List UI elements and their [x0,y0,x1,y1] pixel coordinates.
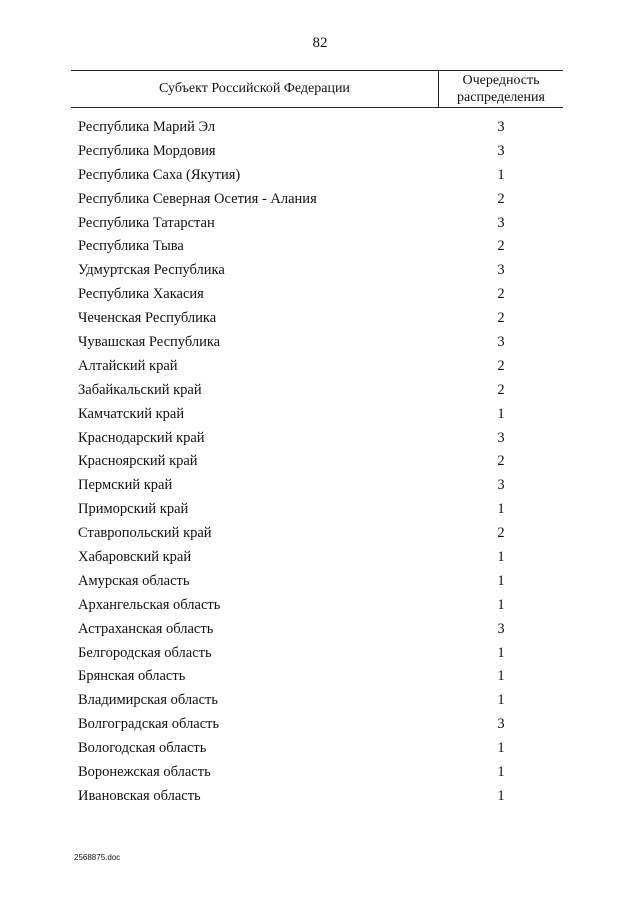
distribution-order: 1 [497,764,505,781]
subject-name: Камчатский край [78,405,185,422]
subject-name: Алтайский край [78,357,178,374]
subject-name: Белгородская область [78,644,212,661]
table-body [0,117,640,810]
subject-name: Республика Мордовия [78,142,216,159]
subject-name: Архангельская область [78,596,221,613]
table-row [0,236,640,260]
column-header-order-line2: распределения [457,90,545,105]
subject-name: Республика Хакасия [78,286,204,303]
subject-name: Брянская область [78,668,186,685]
distribution-order: 2 [497,286,505,303]
subject-name: Республика Саха (Якутия) [78,166,241,183]
page-number: 82 [312,35,328,51]
subject-name: Приморский край [78,501,189,518]
table-row [0,547,640,571]
table-row [0,475,640,499]
distribution-order: 1 [497,572,505,589]
table-row [0,141,640,165]
distribution-order: 2 [497,357,505,374]
distribution-order: 1 [497,692,505,709]
table-row [0,332,640,356]
subject-name: Владимирская область [78,692,218,709]
table-row [0,643,640,667]
table-row [0,451,640,475]
column-header-subject: Субъект Российской Федерации [159,81,350,96]
distribution-order: 1 [497,549,505,566]
subject-name: Краснодарский край [78,429,205,446]
subject-name: Республика Марий Эл [78,119,216,135]
distribution-order: 3 [497,620,505,637]
subject-name: Республика Татарстан [78,214,215,231]
table-row [0,356,640,380]
table-header [71,70,563,108]
distribution-order: 1 [497,166,505,183]
distribution-order: 3 [497,334,505,351]
table-row [0,690,640,714]
distribution-order: 3 [497,214,505,231]
distribution-order: 1 [497,740,505,757]
table-row [0,738,640,762]
subject-name: Хабаровский край [78,549,192,566]
table-row [0,499,640,523]
column-header-order-line1: Очередность [462,73,540,88]
subject-name: Ставропольский край [78,525,212,542]
table-row [0,404,640,428]
table-row [0,666,640,690]
document-filename: 2568875.doc [74,853,121,862]
distribution-order: 3 [497,262,505,279]
distribution-order: 1 [497,787,505,804]
subject-name: Республика Северная Осетия - Алания [78,190,317,207]
distribution-order: 2 [497,238,505,255]
subject-name: Красноярский край [78,453,198,470]
table-row [0,165,640,189]
subject-name: Чувашская Республика [78,334,221,351]
table-row [0,213,640,237]
subject-name: Пермский край [78,477,173,494]
distribution-order: 2 [497,453,505,470]
distribution-order: 2 [497,310,505,327]
subject-name: Астраханская область [78,620,214,637]
subject-name: Воронежская область [78,764,211,781]
subject-name: Волгоградская область [78,716,220,733]
table-row [0,260,640,284]
table-row [0,117,640,141]
distribution-order: 3 [497,142,505,159]
subject-name: Чеченская Республика [78,310,217,327]
table-row [0,523,640,547]
subject-name: Ивановская область [78,787,201,804]
distribution-order: 1 [497,668,505,685]
table-row [0,189,640,213]
distribution-order: 3 [497,477,505,494]
column-header-order [439,71,563,108]
table-row [0,308,640,332]
distribution-order: 1 [497,405,505,422]
distribution-order: 3 [497,716,505,733]
subject-name: Амурская область [78,572,190,589]
distribution-order: 2 [497,190,505,207]
table-row [0,571,640,595]
distribution-order: 1 [497,501,505,518]
subject-name: Вологодская область [78,740,207,757]
distribution-order: 1 [497,644,505,661]
table-row [0,284,640,308]
table-row [0,786,640,810]
distribution-order: 3 [497,119,505,135]
table-row [0,762,640,786]
table-row [0,380,640,404]
table-row [0,619,640,643]
distribution-order: 2 [497,525,505,542]
distribution-order: 2 [497,381,505,398]
subject-name: Удмуртская Республика [78,262,225,279]
subject-name: Забайкальский край [78,381,202,398]
table-row [0,595,640,619]
subject-name: Республика Тыва [78,238,184,255]
table-row [0,714,640,738]
distribution-order: 3 [497,429,505,446]
table-row [0,428,640,452]
distribution-order: 1 [497,596,505,613]
